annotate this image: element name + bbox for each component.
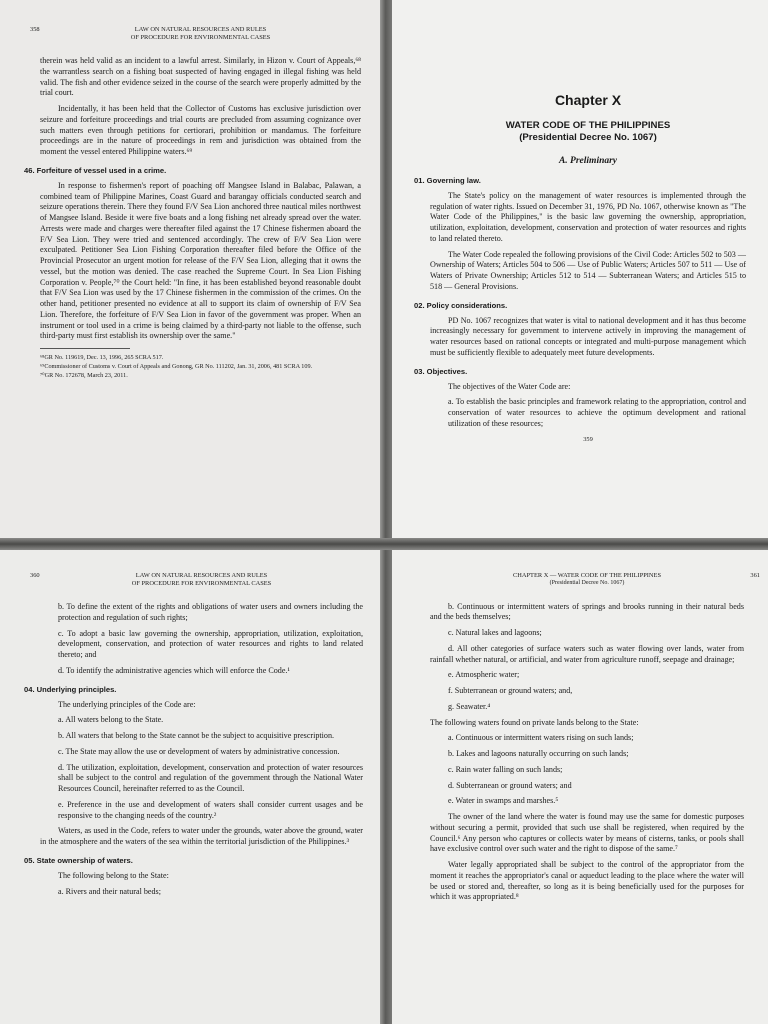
running-head	[430, 572, 760, 588]
running-head-line-1: LAW ON NATURAL RESOURCES AND RULES	[135, 572, 268, 579]
page-number: 359	[583, 435, 593, 443]
footnote: ⁶⁹Commissioner of Customs v. Court of Appeals and Gonong, GR No. 111202, Jan. 31, 2006, 481 SCRA 109.	[40, 363, 313, 371]
running-head-line-1: CHAPTER X — WATER CODE OF THE PHILIPPINES	[513, 572, 661, 579]
page-361	[388, 548, 768, 1024]
list-item: b. To define the extent of the rights and obligations of water users and owners including the protection and regulation of such rights;	[58, 602, 363, 622]
page-360	[0, 548, 383, 1024]
list-item: b. Lakes and lagoons naturally occurring on such lands;	[448, 749, 629, 758]
section-heading: 03. Objectives.	[414, 366, 468, 376]
running-head-line-2: OF PROCEDURE FOR ENVIRONMENTAL CASES	[131, 580, 272, 587]
section-heading: 04. Underlying principles.	[24, 684, 117, 694]
paragraph: Incidentally, it has been held that the Collector of Customs has exclusive jurisdiction over seizure and forfeiture proceedings and trial courts are precluded from assuming cognizance over such matters even through petitions for certiorari, prohibition or mandamus. The forfeiture proceedings are in the nature of proceedings in rem and jurisdiction was obtained from the moment the vessel entered Philippine waters.⁶⁹	[40, 104, 361, 156]
section-heading: 46. Forfeiture of vessel used in a crime.	[24, 165, 167, 175]
paragraph: The State's policy on the management of water resources is implemented through the regulation of water rights. Issued on December 31, 1976, PD No. 1067, otherwise known as "The Water Code of the Philippines," is the basic law governing the ownership, appropriation, utilization, exploitation, development, conservation and protection of water resources and rights to land related thereto.	[430, 190, 746, 243]
paragraph: therein was held valid as an incident to a lawful arrest. Similarly, in Hizon v. Court of Appeals,⁶⁸ the warrantless search on a fishing boat suspected of having engaged in illegal fishing was held valid. The fish and other evidence seized in the course of the search were properly admitted by the trial court.	[40, 56, 361, 98]
page-number: 361	[750, 572, 760, 579]
book-gutter	[380, 0, 392, 1024]
list-item: a. All waters belong to the State.	[58, 715, 164, 725]
list-item: d. All other categories of surface waters such as water flowing over lands, water from rainfall whether natural, or artificial, and water from agriculture runoff, seepage and drainage;	[430, 643, 744, 664]
paragraph: Water legally appropriated shall be subject to the control of the appropriator from the moment it reaches the appropriator's canal or aqueduct leading to the place where the water will be used or stored and, thereafter, so long as it is being beneficially used for the purposes for which it was appropriated.⁸	[430, 860, 744, 902]
section-heading: 02. Policy considerations.	[414, 300, 508, 310]
list-item: e. Preference in the use and development of waters shall consider current usages and be responsive to the changing needs of the country.²	[58, 799, 363, 820]
page-358	[0, 0, 383, 540]
running-head	[30, 26, 361, 42]
page-number: 360	[30, 572, 40, 579]
paragraph: The Water Code repealed the following provisions of the Civil Code: Articles 502 to 503 — Ownership of Waters; Articles 504 to 506 — Use of Public Waters; Articles 507 to 511 — Use of Waters of Private Ownership; Articles 512 to 514 — Subterranean Waters; and Articles 515 to 518 — General Provisions.	[430, 249, 746, 291]
list-item: e. Atmospheric water;	[448, 670, 520, 680]
list-item: b. All waters that belong to the State cannot be the subject to acquisitive prescription.	[58, 731, 335, 740]
list-item: c. Natural lakes and lagoons;	[448, 628, 542, 637]
photo-seam	[0, 538, 768, 550]
list-item: c. The State may allow the use or development of waters by administrative concession.	[58, 746, 340, 756]
list-item: b. Continuous or intermittent waters of springs and brooks running in their natural beds and the beds themselves;	[430, 601, 744, 622]
list-item: c. To adopt a basic law governing the ownership, appropriation, utilization, exploitation, development, conservation, and protection of water resources and rights to land related thereto; and	[58, 628, 363, 659]
list-item: a. Rivers and their natural beds;	[58, 886, 161, 896]
chapter-title: WATER CODE OF THE PHILIPPINES	[505, 120, 671, 131]
paragraph: The underlying principles of the Code are:	[58, 699, 196, 709]
paragraph: PD No. 1067 recognizes that water is vital to national development and it has thus become increasingly necessary for government to intervene actively in improving the management of water resources based on rational concepts or integrated and multi-purpose management which must be sufficiently flexible to adequately meet future developments.	[430, 315, 746, 357]
running-head-line-2: (Presidential Decree No. 1067)	[549, 580, 625, 586]
list-item: f. Subterranean or ground waters; and,	[448, 686, 573, 695]
running-head-line-2: OF PROCEDURE FOR ENVIRONMENTAL CASES	[130, 34, 271, 41]
list-item: a. To establish the basic principles and framework relating to the appropriation, control and conservation of water resources to achieve the optimum development and rational utilization of these resources;	[448, 397, 746, 428]
footnote: ⁶⁸GR No. 119619, Dec. 13, 1996, 265 SCRA 517.	[40, 354, 164, 361]
section-heading: 01. Governing law.	[414, 175, 481, 185]
paragraph: The following waters found on private lands belong to the State:	[430, 717, 639, 727]
page-359	[388, 0, 768, 540]
list-item: c. Rain water falling on such lands;	[448, 764, 563, 774]
list-item: g. Seawater.⁴	[448, 701, 491, 711]
chapter-heading: Chapter X	[554, 92, 622, 108]
chapter-subtitle: (Presidential Decree No. 1067)	[519, 132, 657, 144]
footnote-rule	[40, 348, 130, 349]
footnote: ⁷⁰GR No. 172678, March 23, 2011.	[40, 372, 128, 380]
paragraph: The following belong to the State:	[58, 870, 169, 880]
running-head	[30, 572, 363, 588]
part-heading: A. Preliminary	[558, 155, 618, 166]
paragraph: In response to fishermen's report of poaching off Mangsee Island in Balabac, Palawan, a combined team of Philippine Marines, Coast Guard and barangay officials conducted search and seizure operations therein. There they found F/V Sea Lion anchored three nautical miles northwest of Mangsee Island. Beside it were five boats and a long fishing net already spread over the water. Arrests were made and charges were thereafter filed against the 17 Chinese fishermen aboard the F/V Sea Lion. They were tried and sentenced accordingly. The crew of F/V Sea Lion were exculpated. Petitioner Sea Lion Fishing Corporation thereafter filed before the Office of the Provincial Prosecutor an urgent motion for release of the F/V Sea Lion, alleging that it owns the vessel, but the motion was denied. The case reached the Supreme Court. In Sea Lion Fishing Corporation v. People,⁷⁰ the Court held: "In fine, it has been established beyond reasonable doubt that F/V Sea Lion was used by the 17 Chinese fishermen in the commission of the crimes. On the other hand, petitioner presented no evidence at all to support its claim of ownership of F/V Sea Lion. Therefore, the forfeiture of F/V Sea Lion in favor of the government was proper. When an instrument or tool used in a crime is being claimed by a third-party not liable to the offense, such third-party must first establish its ownership over the same."	[40, 180, 361, 341]
page-number: 358	[30, 26, 40, 33]
paragraph: The objectives of the Water Code are:	[448, 381, 571, 391]
paragraph: The owner of the land where the water is found may use the same for domestic purposes without securing a permit, provided that such use shall be registered, when required by the Council.⁶ Any person who captures or collects water by means of cisterns, tanks, or pools shall have exclusive control over such water and the right to dispose of the same.⁷	[430, 812, 744, 854]
list-item: d. To identify the administrative agencies which will enforce the Code.¹	[58, 665, 290, 675]
section-heading: 05. State ownership of waters.	[24, 855, 133, 865]
list-item: d. The utilization, exploitation, development, conservation and protection of water resources shall be subject to the control and regulation of the government through the National Water Resources Council, hereinafter referred to as the Council.	[58, 762, 363, 793]
list-item: a. Continuous or intermittent waters rising on such lands;	[448, 733, 634, 743]
running-head-line-1: LAW ON NATURAL RESOURCES AND RULES	[134, 26, 267, 33]
paragraph: Waters, as used in the Code, refers to water under the grounds, water above the ground, water in the atmosphere and the waters of the sea within the territorial jurisdiction of the Philippines.³	[40, 826, 363, 846]
list-item: e. Water in swamps and marshes.⁵	[448, 796, 559, 806]
list-item: d. Subterranean or ground waters; and	[448, 780, 572, 790]
